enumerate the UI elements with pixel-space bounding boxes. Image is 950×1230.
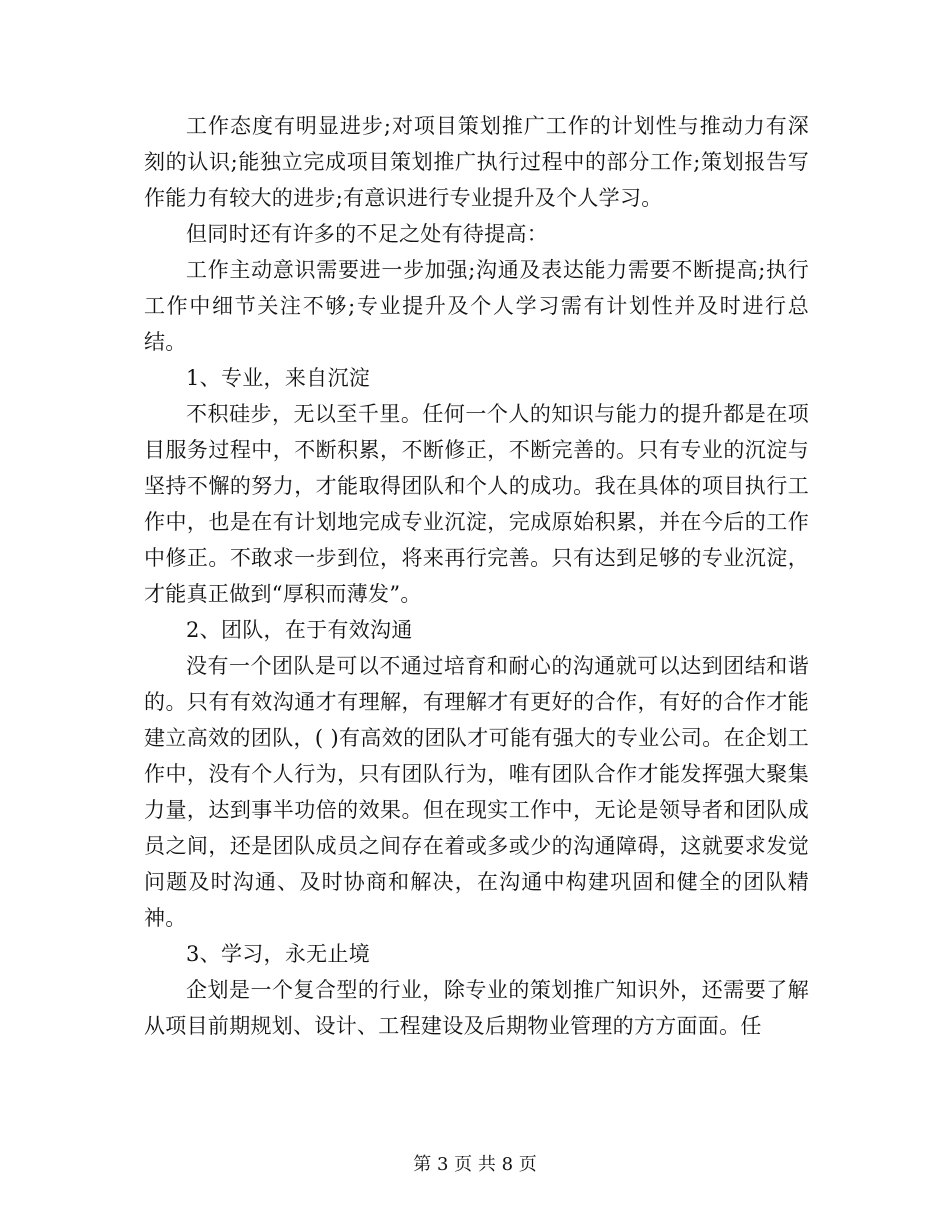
page-number-footer: 第 3 页 共 8 页 [413, 1154, 537, 1175]
paragraph-progress: 工作态度有明显进步;对项目策划推广工作的计划性与推动力有深刻的认识;能独立完成项目策划推广执行过程中的部分工作;策划报告写作能力有较大的进步;有意识进行专业提升及个人学习。 [144, 114, 809, 210]
paragraph-learning: 企划是一个复合型的行业，除专业的策划推广知识外，还需要了解从项目前期规划、设计、工程建设及后期物业管理的方方面面。任 [144, 978, 809, 1038]
paragraph-shortcomings-list: 工作主动意识需要进一步加强;沟通及表达能力需要不断提高;执行工作中细节关注不够;专业提升及个人学习需有计划性并及时进行总结。 [144, 258, 809, 354]
section-heading-team: 2、团队，在于有效沟通 [186, 618, 413, 642]
paragraph-professional: 不积硅步，无以至千里。任何一个人的知识与能力的提升都是在项目服务过程中，不断积累，不断修正，不断完善的。只有专业的沉淀与坚持不懈的努力，才能取得团队和个人的成功。我在具体的项目执行工作中，也是在有计划地完成专业沉淀，完成原始积累，并在今后的工作中修正。不敢求一步到位，将来再行完善。只有达到足够的专业沉淀，才能真正做到“厚积而薄发”。 [144, 402, 809, 606]
paragraph-team: 没有一个团队是可以不通过培育和耐心的沟通就可以达到团结和谐的。只有有效沟通才有理解，有理解才有更好的合作，有好的合作才能建立高效的团队，( )有高效的团队才可能有强大的专业公司。在企划工作中，没有个人行为，只有团队行为，唯有团队合作才能发挥强大聚集力量，达到事半功倍的效果。但在现实工作中，无论是领导者和团队成员之间，还是团队成员之间存在着或多或少的沟通障碍，这就要求发觉问题及时沟通、及时协商和解决，在沟通中构建巩固和健全的团队精神。 [144, 654, 809, 930]
paragraph-shortcomings-intro: 但同时还有许多的不足之处有待提高： [186, 222, 549, 246]
section-heading-learning: 3、学习，永无止境 [186, 942, 371, 966]
document-body [144, 108, 809, 1044]
section-heading-professional: 1、专业，来自沉淀 [186, 366, 371, 390]
